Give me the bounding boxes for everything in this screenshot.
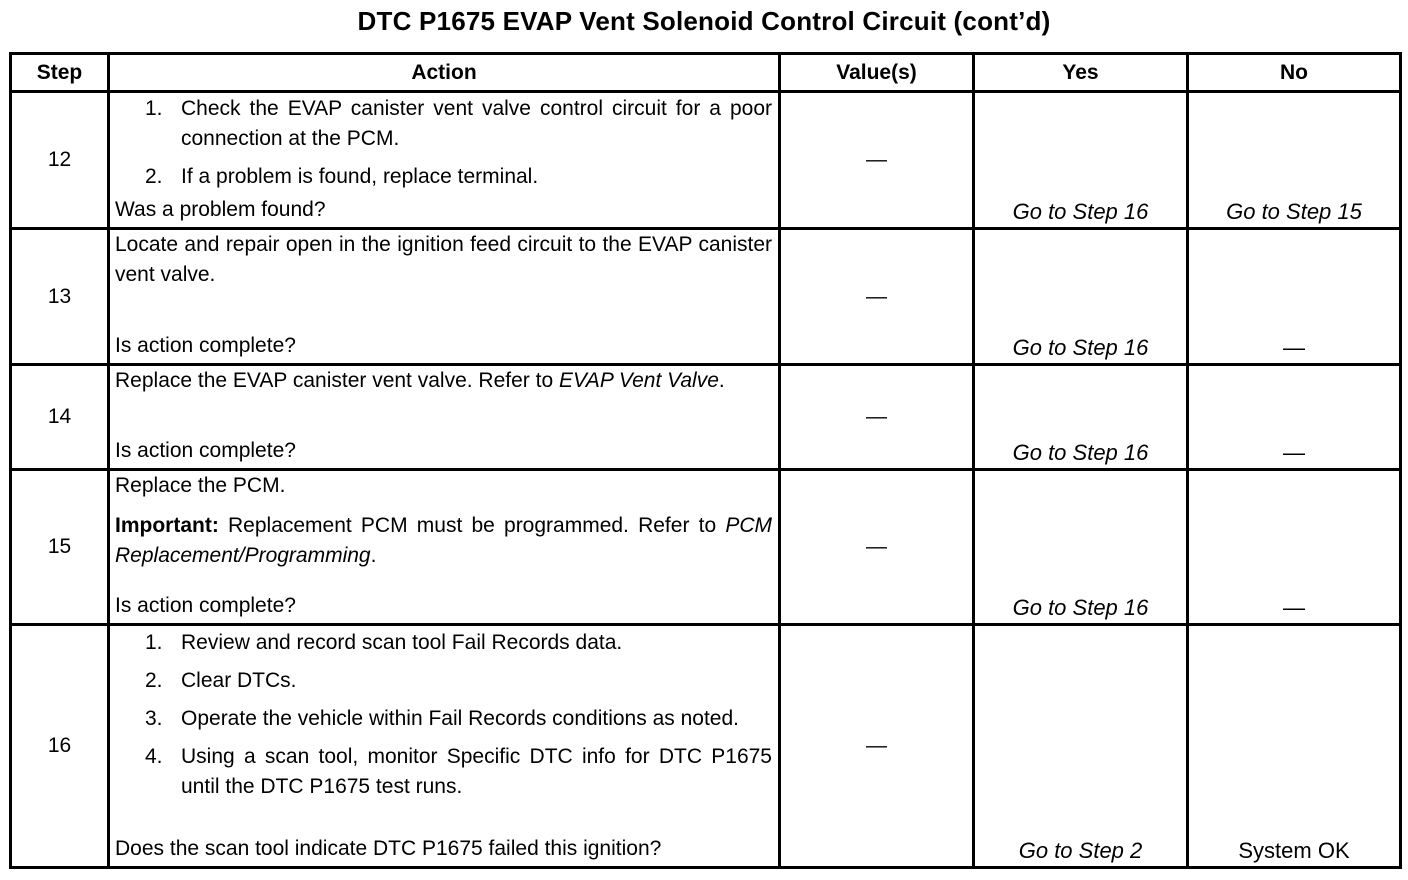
no-result: —: [1283, 335, 1305, 360]
action-cell: [109, 229, 780, 365]
no-cell: [1188, 229, 1401, 365]
action-question: Was a problem found?: [115, 198, 326, 221]
value-cell: —: [780, 229, 974, 365]
value-cell: —: [780, 625, 974, 868]
action-text: Replace the EVAP canister vent valve. Refer to EVAP Vent Valve.: [115, 369, 725, 392]
list-item: 1. Review and record scan tool Fail Records data.: [145, 631, 623, 654]
yes-cell: [974, 229, 1188, 365]
action-text: Locate and repair open in the ignition feed circuit to the EVAP canister vent valve.: [115, 233, 772, 286]
reference-link: PCM Replacement/Programming: [115, 514, 772, 567]
header-yes: Yes: [974, 54, 1188, 92]
yes-cell: [974, 365, 1188, 470]
step-number: 12: [11, 92, 109, 229]
no-result: —: [1283, 440, 1305, 465]
important-note: Important: Replacement PCM must be programmed. Refer to PCM Replacement/Programming.: [115, 514, 772, 567]
header-action: Action: [109, 54, 780, 92]
step-number: 15: [11, 470, 109, 625]
yes-result: Go to Step 16: [1012, 335, 1149, 360]
action-text: Replace the PCM.: [115, 474, 286, 497]
no-cell: [1188, 365, 1401, 470]
list-item: 2. Clear DTCs.: [145, 669, 297, 692]
yes-cell: [974, 470, 1188, 625]
no-cell: [1188, 470, 1401, 625]
header-row: [11, 54, 1401, 92]
value-cell: —: [780, 92, 974, 229]
table-row: [11, 229, 1401, 365]
reference-link: EVAP Vent Valve: [558, 369, 719, 392]
step-number: 16: [11, 625, 109, 868]
yes-cell: [974, 92, 1188, 229]
table-row: [11, 625, 1401, 868]
value-cell: —: [780, 470, 974, 625]
no-result: Go to Step 15: [1226, 199, 1362, 224]
table-row: [11, 92, 1401, 229]
list-item: 3. Operate the vehicle within Fail Records conditions as noted.: [145, 707, 739, 730]
table-row: [11, 365, 1401, 470]
yes-result: Go to Step 16: [1012, 595, 1149, 620]
yes-result: Go to Step 16: [1012, 440, 1149, 465]
diagnostic-table: [9, 52, 1402, 869]
no-cell: [1188, 625, 1401, 868]
page-title: DTC P1675 EVAP Vent Solenoid Control Circuit (cont’d): [357, 6, 1051, 36]
step-number: 13: [11, 229, 109, 365]
action-question: Is action complete?: [115, 334, 296, 357]
action-cell: [109, 625, 780, 868]
header-step: Step: [11, 54, 109, 92]
action-question: Is action complete?: [115, 439, 296, 462]
yes-cell: [974, 625, 1188, 868]
list-item: 2. If a problem is found, replace terminal.: [145, 165, 539, 188]
action-cell: [109, 365, 780, 470]
table-row: [11, 470, 1401, 625]
yes-result: Go to Step 2: [1018, 838, 1143, 863]
action-cell: [109, 470, 780, 625]
no-result: —: [1283, 595, 1305, 620]
no-result: System OK: [1238, 838, 1350, 863]
list-item: 1. Check the EVAP canister vent valve control circuit for a poor connection at the PCM.: [145, 97, 772, 150]
action-question: Does the scan tool indicate DTC P1675 failed this ignition?: [115, 837, 662, 860]
value-cell: —: [780, 365, 974, 470]
header-values: Value(s): [780, 54, 974, 92]
no-cell: [1188, 92, 1401, 229]
action-cell: [109, 92, 780, 229]
yes-result: Go to Step 16: [1012, 199, 1149, 224]
list-item: 4. Using a scan tool, monitor Specific DTC info for DTC P1675 until the DTC P1675 test runs.: [145, 745, 772, 798]
step-number: 14: [11, 365, 109, 470]
action-question: Is action complete?: [115, 594, 296, 617]
header-no: No: [1188, 54, 1401, 92]
